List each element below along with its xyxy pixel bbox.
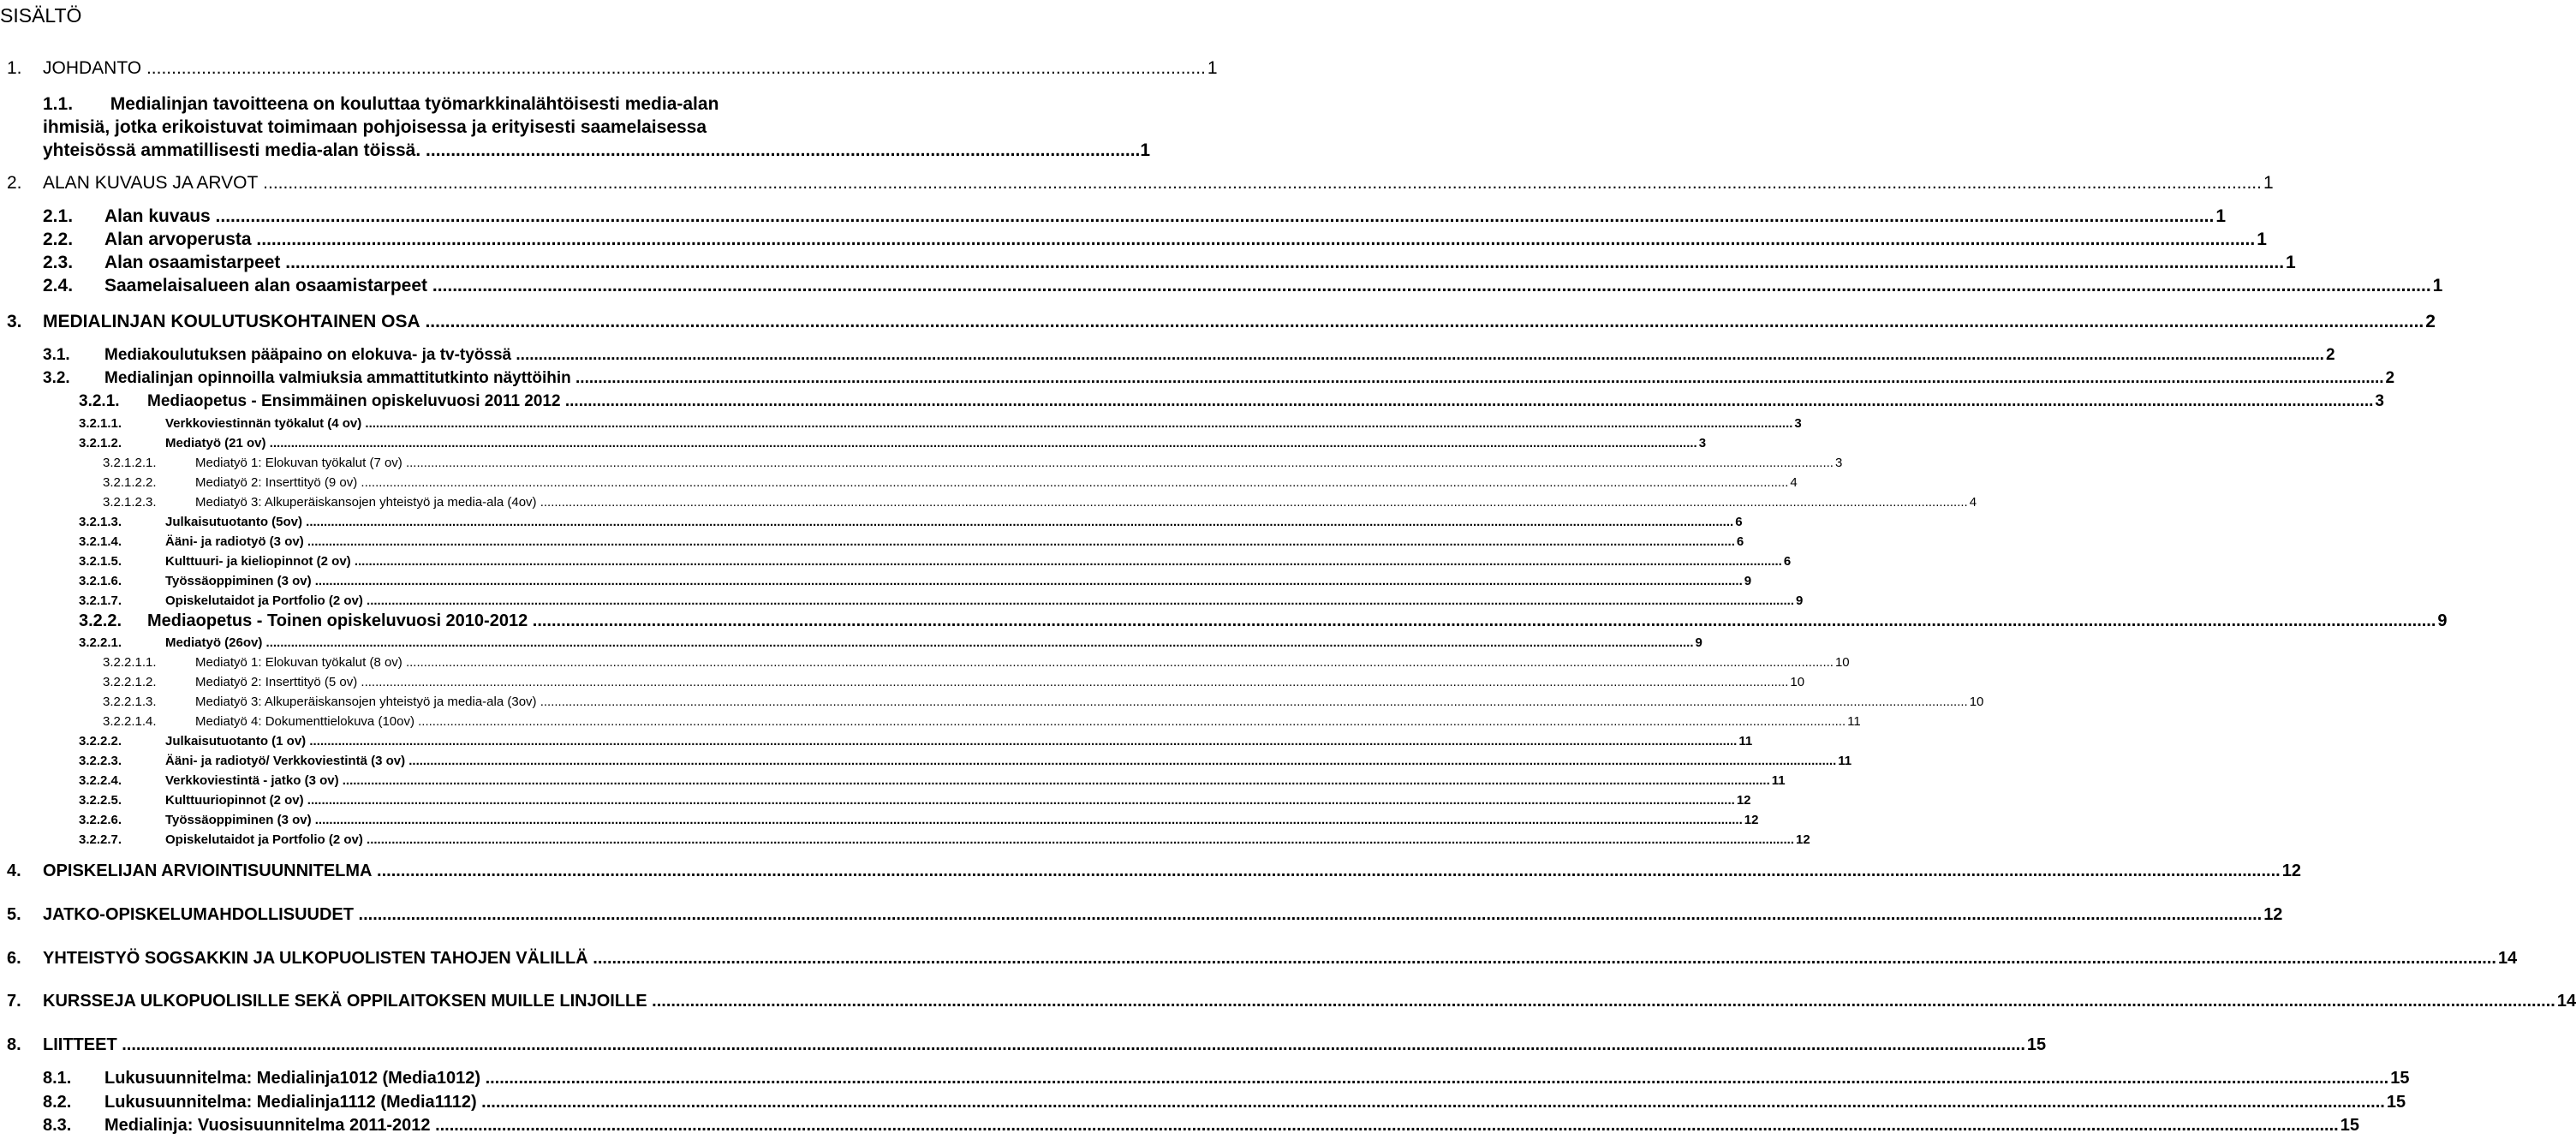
toc-entry-text: Mediatyö 2: Inserttityö (9 ov) [195, 475, 358, 490]
toc-entry[interactable] [0, 713, 1861, 731]
toc-entry-number: 3.2.1.5. [79, 554, 122, 569]
toc-leader: ................................................................................................................................................................................................................................................................................................................................................................................................................ [302, 515, 1734, 529]
toc-leader: ............................................................................................................................................... [420, 140, 1141, 160]
toc-entry-text: Alan osaamistarpeet [104, 253, 281, 272]
toc-entry-text: YHTEISTYÖ SOGSAKKIN JA ULKOPUOLISTEN TAHOJEN VÄLILLÄ [43, 949, 588, 968]
toc-leader: ................................................................................................................................................................................................................................................................................................................................................................................................................ [536, 695, 1968, 709]
toc-entry[interactable] [0, 752, 1852, 771]
toc-entry[interactable] [0, 513, 1743, 532]
toc-entry-page: 10 [1969, 695, 1984, 709]
toc-entry[interactable] [0, 946, 2518, 970]
toc-leader: ................................................................................................................................................................................................................................................................................................................................................................................................................ [303, 793, 1735, 808]
toc-entry[interactable] [0, 732, 1753, 751]
toc-entry-page: 14 [2556, 992, 2576, 1011]
toc-leader: ................................................................................................................................................................................................................................................................................................................................................................................................................ [476, 1093, 2385, 1112]
toc-entry-page: 12 [1744, 813, 1759, 827]
toc-entry[interactable] [0, 493, 1977, 512]
toc-leader: ................................................................................................................................................................................................................................................................................................................................................................................................................ [402, 456, 1834, 470]
toc-entry-text: Mediaopetus - Toinen opiskeluvuosi 2010-2012 [147, 611, 528, 630]
toc-entry-text: Alan arvoperusta [104, 230, 252, 249]
toc-entry-number: 3.2.1.4. [79, 534, 122, 549]
toc-leader: ................................................................................................................................................................................................................................................................................................................................................................................................................ [311, 574, 1743, 588]
toc-entry-number: 3.2.2.4. [79, 773, 122, 788]
toc-entry[interactable] [0, 989, 2576, 1013]
toc-leader: ................................................................................................................................................................................................................................................................................................................................................................................................................ [265, 436, 1697, 450]
toc-entry-text: Julkaisutuotanto (5ov) [165, 515, 303, 529]
toc-entry-number: 7. [7, 992, 21, 1011]
toc-entry-number: 4. [7, 862, 21, 880]
toc-entry-number: 3.2.1.2.1. [103, 456, 157, 470]
toc-entry[interactable] [0, 1067, 2410, 1089]
toc-entry-page: 9 [1744, 574, 1752, 588]
toc-entry-number: 3.2.2.1. [79, 635, 122, 650]
toc-entry-line: ihmisiä, jotka erikoistuvat toimimaan pohjoisessa ja erityisesti saamelaisessa [43, 117, 707, 137]
toc-entry-text: Ääni- ja radiotyö/ Verkkoviestintä (3 ov) [165, 754, 406, 768]
toc-entry-line [43, 92, 719, 116]
toc-entry-page: 15 [2340, 1116, 2359, 1135]
toc-entry-text: Medialinjan tavoitteena on kouluttaa työmarkkinalähtöisesti media-alan [110, 94, 719, 114]
toc-entry-text: Lukusuunnitelma: Medialinja1012 (Media1012) [104, 1069, 481, 1088]
toc-entry-text: Verkkoviestintä - jatko (3 ov) [165, 773, 339, 788]
toc-leader: ................................................................................................................................................................................................................................................................................................................................................................................................................ [361, 416, 1793, 431]
toc-entry[interactable] [0, 252, 2296, 274]
toc-entry-text: ALAN KUVAUS JA ARVOT [43, 173, 259, 193]
toc-entry-number: 3.2.1.2.3. [103, 495, 157, 510]
toc-entry-number: 3.2.1. [79, 392, 120, 410]
toc-entry-text: Lukusuunnitelma: Medialinja1112 (Media1112) [104, 1093, 477, 1112]
toc-leader: ................................................................................................................................................................................................................................................................................................................................................................................................................ [528, 611, 2436, 630]
toc-leader: ................................................................................................................................................................................................................................................................................................................................................................................................................ [306, 734, 1738, 748]
toc-leader: ................................................................................................................................................................................................................................................................................................................................................................................................................ [350, 554, 1782, 569]
toc-leader: ................................................................................................................................................................................................................................................................................................................................................................................................................ [511, 346, 2324, 364]
toc-entry-number: 8.3. [43, 1116, 72, 1135]
toc-entry-text: Mediatyö 1: Elokuvan työkalut (7 ov) [195, 456, 402, 470]
toc-entry-number: 3. [7, 312, 22, 331]
toc-entry-page: 10 [1834, 655, 1850, 670]
toc-leader: ................................................................................................................................................................................................................................................................................................................................................................................................................ [338, 773, 1770, 788]
toc-entry[interactable] [0, 791, 1751, 810]
toc-entry-page: 3 [1834, 456, 1843, 470]
toc-entry-page: 10 [1790, 675, 1805, 689]
toc-entry-text: Mediatyö 2: Inserttityö (5 ov) [195, 675, 358, 689]
toc-entry-number: 8.1. [43, 1069, 72, 1088]
toc-entry-text: KURSSEJA ULKOPUOLISILLE SEKÄ OPPILAITOKSEN MUILLE LINJOILLE [43, 992, 647, 1011]
toc-entry-text: Mediatyö 3: Alkuperäiskansojen yhteistyö ja media-ala (3ov) [195, 695, 537, 709]
toc-entry-text: Mediatyö 4: Dokumenttielokuva (10ov) [195, 714, 414, 729]
toc-entry[interactable] [0, 275, 2443, 297]
toc-entry-number: 3.2.1.7. [79, 593, 122, 608]
toc-entry-number: 1.1. [43, 94, 74, 114]
toc-entry[interactable] [0, 171, 2274, 195]
toc-entry[interactable] [0, 811, 1759, 830]
toc-entry-page: 3 [1698, 436, 1707, 450]
toc-entry-number: 3.2.2.1.3. [103, 695, 157, 709]
toc-entry-page: 12 [2263, 905, 2283, 924]
toc-leader: ................................................................................................................................................................................................................................................................................................................................................................................................................ [262, 635, 1694, 650]
toc-leader: ................................................................................................................................................................................................................................................................................................................................................................................................................ [357, 675, 1789, 689]
toc-leader: ................................................................................................................................................................................................................................................................................................................................................................................................................ [311, 813, 1743, 827]
toc-entry-number: 2.2. [43, 230, 74, 249]
toc-entry-text: Työssäoppiminen (3 ov) [165, 813, 312, 827]
toc-leader: ................................................................................................................................................................................................................................................................................................................................................................................................................ [427, 276, 2431, 295]
toc-leader: ................................................................................................................................................................................................................................................................................................................................................................................................................ [210, 206, 2215, 226]
toc-entry-text: Alan kuvaus [104, 206, 211, 226]
toc-leader: ................................................................................................................................................................................................................................................................................................................................................................................................................ [362, 593, 1795, 608]
toc-leader: ................................................................................................................................................................................................................................................................................................................................................................................................................ [570, 369, 2384, 387]
toc-leader: ................................................................................................................................................................................................................................................................................................................................................................................................................ [362, 832, 1795, 847]
toc-entry-page: 12 [2281, 862, 2301, 880]
toc-entry-page: 11 [1771, 773, 1786, 788]
toc-leader: ................................................................................................................................................................................................................................................................................................................................................................................................................ [372, 862, 2281, 880]
toc-entry[interactable] [0, 344, 2335, 367]
toc-entry-page: 6 [1735, 515, 1743, 529]
toc-entry[interactable] [0, 673, 1805, 692]
toc-entry[interactable] [0, 391, 2384, 413]
toc-entry-text: LIITTEET [43, 1035, 117, 1054]
toc-entry[interactable] [0, 772, 1786, 790]
toc-entry[interactable] [0, 434, 1707, 453]
toc-entry-text: Mediatyö 3: Alkuperäiskansojen yhteistyö ja media-ala (4ov) [195, 495, 537, 510]
toc-entry-text: Julkaisutuotanto (1 ov) [165, 734, 307, 748]
toc-entry-text: Opiskelutaidot ja Portfolio (2 ov) [165, 832, 363, 847]
toc-title: SISÄLTÖ [0, 4, 82, 27]
toc-entry-page: 15 [2390, 1069, 2410, 1088]
toc-entry[interactable] [0, 414, 1802, 433]
toc-entry-page: 3 [1794, 416, 1802, 431]
toc-entry[interactable] [0, 533, 1744, 552]
toc-entry-number: 2.4. [43, 276, 74, 295]
toc-entry-page: 11 [1838, 754, 1852, 768]
toc-entry-page: 1 [1207, 58, 1218, 78]
toc-entry-text: Mediatyö 1: Elokuvan työkalut (8 ov) [195, 655, 402, 670]
toc-entry[interactable] [0, 229, 2267, 251]
toc-entry-page: 1 [2286, 253, 2296, 272]
toc-leader: ................................................................................................................................................................................................................................................................................................................................................................................................................ [420, 312, 2424, 331]
toc-entry[interactable] [0, 310, 2436, 334]
toc-entry-number: 3.2.2.1.1. [103, 655, 157, 670]
toc-entry[interactable] [0, 592, 1804, 611]
toc-leader: ................................................................................................................................................................................................................................................................................................................................................................................................................ [280, 253, 2285, 272]
toc-entry-number: 5. [7, 905, 21, 924]
toc-entry-line [43, 139, 1151, 162]
toc-entry-page: 9 [2437, 611, 2448, 630]
toc-entry-number: 3.2. [43, 369, 70, 387]
toc-entry-page: 6 [1783, 554, 1792, 569]
toc-entry-text: Mediakoulutuksen pääpaino on elokuva- ja tv-työssä [104, 346, 512, 364]
toc-entry-text: Medialinjan opinnoilla valmiuksia ammattitutkinto näyttöihin [104, 369, 571, 387]
toc-entry-text: Opiskelutaidot ja Portfolio (2 ov) [165, 593, 363, 608]
toc-entry[interactable] [0, 572, 1752, 591]
toc-entry-number: 2. [7, 173, 22, 193]
toc-leader: ................................................................................................................................................................................................................................................................................................................................................................................................................ [536, 495, 1968, 510]
toc-leader: ................................................................................................................................................................................................................................................................................................................................................................................................................ [303, 534, 1735, 549]
toc-entry-page: 12 [1796, 832, 1810, 847]
toc-entry[interactable] [0, 903, 2283, 927]
toc-leader: ................................................................................................................................................................................................................................................................................................................................................................................................................ [402, 655, 1834, 670]
toc-entry-number: 3.2.1.3. [79, 515, 122, 529]
toc-entry-page: 15 [2386, 1093, 2406, 1112]
toc-entry[interactable] [0, 693, 1984, 712]
toc-entry-number: 2.1. [43, 206, 74, 226]
toc-leader: ................................................................................................................................................................................................................................................................................................................................................................................................................ [116, 1035, 2025, 1054]
toc-entry-page: 2 [2425, 312, 2436, 331]
toc-entry-page: 4 [1790, 475, 1798, 490]
toc-entry-page: 15 [2026, 1035, 2047, 1054]
toc-entry-page: 11 [1738, 734, 1753, 748]
toc-entry-text: Työssäoppiminen (3 ov) [165, 574, 312, 588]
toc-entry-text: JATKO-OPISKELUMAHDOLLISUUDET [43, 905, 354, 924]
toc-entry-number: 2.3. [43, 253, 74, 272]
toc-leader: ................................................................................................................................................................................................................................................................................................................................................................................................................ [258, 173, 2262, 193]
toc-entry-number: 8. [7, 1035, 21, 1054]
toc-entry-page: 1 [1140, 140, 1151, 160]
toc-entry-text: Ääni- ja radiotyö (3 ov) [165, 534, 304, 549]
toc-entry-page: 11 [1847, 714, 1861, 729]
toc-entry-page: 4 [1969, 495, 1977, 510]
toc-entry[interactable] [0, 1114, 2359, 1136]
toc-entry-page: 2 [2385, 369, 2395, 387]
toc-entry-text: Mediaopetus - Ensimmäinen opiskeluvuosi 2011 2012 [147, 392, 561, 410]
toc-entry[interactable] [0, 1033, 2047, 1057]
toc-entry[interactable] [0, 634, 1702, 653]
toc-entry-text: Mediatyö (26ov) [165, 635, 263, 650]
toc-leader: ................................................................................................................................................................................................................................................................................................................................................................................................................ [405, 754, 1837, 768]
toc-leader: ................................................................................................................................................................................................................................................................................................................................................................................................................ [480, 1069, 2389, 1088]
toc-entry-page: 1 [2432, 276, 2443, 295]
toc-entry-page: 6 [1736, 534, 1744, 549]
toc-leader: .................................................................................................................................................................................................................... [141, 58, 1206, 78]
toc-leader: ................................................................................................................................................................................................................................................................................................................................................................................................................ [587, 949, 2496, 968]
toc-entry[interactable] [0, 859, 2301, 883]
toc-entry[interactable] [0, 831, 1810, 850]
toc-leader: ................................................................................................................................................................................................................................................................................................................................................................................................................ [430, 1116, 2339, 1135]
toc-entry[interactable] [0, 474, 1798, 492]
toc-entry[interactable] [0, 1091, 2406, 1113]
toc-entry[interactable] [0, 653, 1850, 672]
toc-entry-number: 3.2.2.3. [79, 754, 122, 768]
toc-entry-number: 3.2.2.2. [79, 734, 122, 748]
toc-entry-number: 3.2.2. [79, 611, 122, 630]
toc-entry-page: 14 [2497, 949, 2518, 968]
toc-entry-page: 1 [2215, 206, 2227, 226]
toc-entry-text: Kulttuuriopinnot (2 ov) [165, 793, 304, 808]
toc-entry-page: 12 [1736, 793, 1751, 808]
toc-leader: ................................................................................................................................................................................................................................................................................................................................................................................................................ [251, 230, 2256, 249]
toc-entry-number: 8.2. [43, 1093, 72, 1112]
toc-entry-text: MEDIALINJAN KOULUTUSKOHTAINEN OSA [43, 312, 420, 331]
toc-entry-number: 3.2.1.1. [79, 416, 122, 431]
toc-entry-text: OPISKELIJAN ARVIOINTISUUNNITELMA [43, 862, 373, 880]
toc-entry-page: 3 [2375, 392, 2384, 410]
toc-leader: ................................................................................................................................................................................................................................................................................................................................................................................................................ [647, 992, 2555, 1011]
toc-entry-text: Medialinja: Vuosisuunnitelma 2011-2012 [104, 1116, 431, 1135]
toc-leader: ................................................................................................................................................................................................................................................................................................................................................................................................................ [414, 714, 1846, 729]
toc-entry-number: 3.2.1.6. [79, 574, 122, 588]
toc-entry-page: 9 [1796, 593, 1804, 608]
toc-entry-number: 3.2.2.1.4. [103, 714, 157, 729]
toc-entry-number: 3.2.2.1.2. [103, 675, 157, 689]
toc-entry-text: JOHDANTO [43, 58, 142, 78]
toc-entry-page: 1 [2263, 173, 2274, 193]
toc-entry-number: 3.1. [43, 346, 70, 364]
toc-entry-number: 3.2.2.5. [79, 793, 122, 808]
toc-leader: ................................................................................................................................................................................................................................................................................................................................................................................................................ [560, 392, 2374, 410]
toc-entry-number: 3.2.1.2.2. [103, 475, 157, 490]
toc-entry-page: 2 [2325, 346, 2335, 364]
toc-entry[interactable] [0, 454, 1843, 473]
toc-entry[interactable] [0, 610, 2448, 632]
toc-entry-number: 6. [7, 949, 21, 968]
toc-entry-number: 3.2.2.6. [79, 813, 122, 827]
toc-entry[interactable] [0, 58, 1218, 82]
toc-entry-page: 1 [2257, 230, 2267, 249]
toc-entry-text: Mediatyö (21 ov) [165, 436, 266, 450]
toc-entry[interactable] [0, 206, 2227, 228]
toc-entry-number: 3.2.2.7. [79, 832, 122, 847]
toc-entry-number: 3.2.1.2. [79, 436, 122, 450]
toc-leader: ................................................................................................................................................................................................................................................................................................................................................................................................................ [353, 905, 2263, 924]
toc-entry-page: 9 [1695, 635, 1702, 650]
toc-entry-text: Saamelaisalueen alan osaamistarpeet [104, 276, 428, 295]
toc-entry[interactable] [0, 552, 1792, 571]
toc-leader: ................................................................................................................................................................................................................................................................................................................................................................................................................ [357, 475, 1789, 490]
toc-entry-number: 1. [7, 58, 22, 78]
toc-entry-text: Kulttuuri- ja kieliopinnot (2 ov) [165, 554, 351, 569]
toc-entry-text: yhteisössä ammatillisesti media-alan töissä. [43, 140, 421, 160]
toc-entry-text: Verkkoviestinnän työkalut (4 ov) [165, 416, 362, 431]
toc-entry[interactable] [0, 367, 2395, 390]
